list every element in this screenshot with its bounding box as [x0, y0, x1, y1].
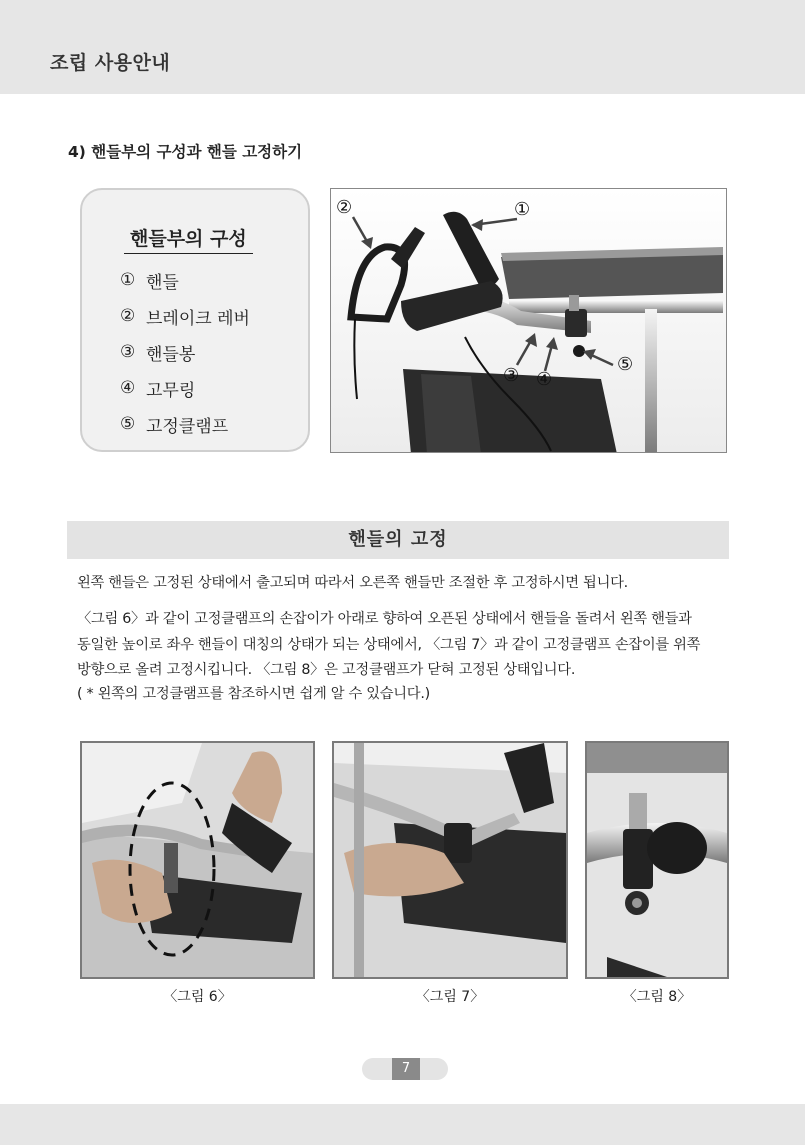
item-number: ④ — [120, 378, 136, 398]
paragraph-5: ( * 왼쪽의 고정클램프를 참조하시면 쉽게 알 수 있습니다.) — [77, 686, 430, 702]
callout-4: ④ — [536, 369, 553, 390]
figure-8-photo — [585, 741, 729, 979]
parts-list-item — [120, 298, 250, 334]
callout-3: ③ — [503, 365, 520, 386]
figure-7-caption: 〈그림 7〉 — [415, 989, 485, 1005]
header-band — [0, 0, 805, 94]
page-header-title: 조립 사용안내 — [50, 52, 171, 74]
callout-2: ② — [336, 197, 353, 218]
item-label: 핸들봉 — [146, 344, 196, 365]
callout-1: ① — [514, 199, 531, 220]
item-label: 고무링 — [146, 380, 196, 401]
parts-title: 핸들부의 구성 — [124, 224, 253, 254]
item-number: ③ — [120, 342, 136, 362]
item-number: ⑤ — [120, 414, 136, 434]
figure-6-caption: 〈그림 6〉 — [163, 989, 232, 1005]
item-label: 핸들 — [146, 272, 179, 293]
item-label: 브레이크 레버 — [146, 308, 250, 329]
parts-composition-box — [80, 188, 310, 452]
item-label: 고정클램프 — [146, 416, 229, 437]
parts-list-item — [120, 262, 250, 298]
paragraph-4: 방향으로 올려 고정시킵니다. 〈그림 8〉은 고정클램프가 닫혀 고정된 상태입니다. — [77, 662, 576, 678]
paragraph-3: 동일한 높이로 좌우 핸들이 대칭의 상태가 되는 상태에서, 〈그림 7〉과 같이 고정클램프 손잡이를 위쪽 — [77, 637, 701, 653]
fixing-section-band — [67, 521, 729, 559]
paragraph-2: 〈그림 6〉과 같이 고정클램프의 손잡이가 아래로 향하여 오픈된 상태에서 핸들을 돌려서 왼쪽 핸들과 — [77, 611, 692, 627]
handle-assembly-photo — [330, 188, 727, 453]
footer-band — [0, 1104, 805, 1145]
parts-list-item — [120, 406, 250, 442]
figure-7-photo — [332, 741, 568, 979]
figure-6-photo — [80, 741, 315, 979]
item-number: ② — [120, 306, 136, 326]
section-heading: 4) 핸들부의 구성과 핸들 고정하기 — [68, 143, 303, 161]
parts-list-item — [120, 334, 250, 370]
page-number: 7 — [392, 1058, 420, 1080]
callout-5: ⑤ — [617, 354, 634, 375]
figure-8-caption: 〈그림 8〉 — [622, 989, 692, 1005]
parts-list — [120, 262, 250, 442]
fixing-section-title: 핸들의 고정 — [348, 529, 448, 550]
item-number: ① — [120, 270, 136, 290]
paragraph-1: 왼쪽 핸들은 고정된 상태에서 출고되며 따라서 오른쪽 핸들만 조절한 후 고정하시면 됩니다. — [77, 575, 628, 591]
parts-list-item — [120, 370, 250, 406]
